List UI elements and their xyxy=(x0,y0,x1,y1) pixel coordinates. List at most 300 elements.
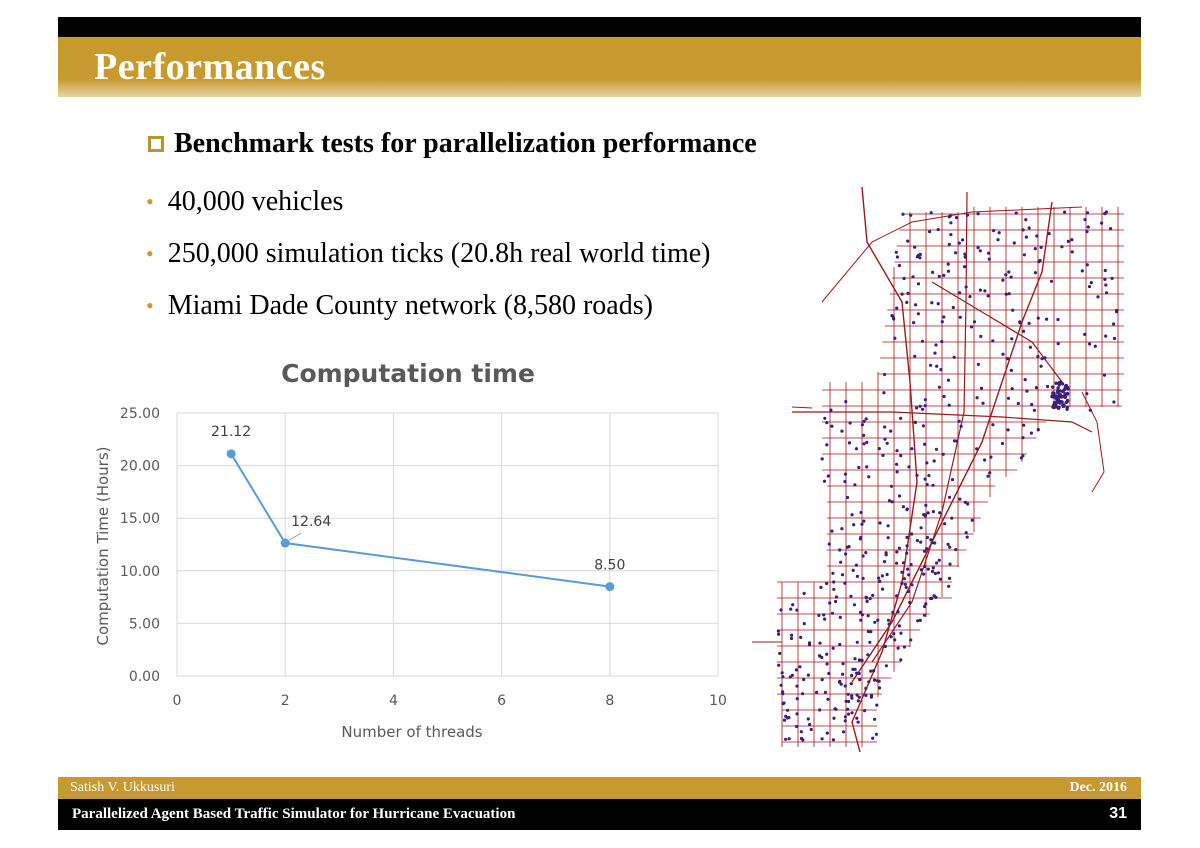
chart-series xyxy=(211,424,625,591)
network-node xyxy=(1040,365,1043,368)
network-node xyxy=(949,233,952,236)
network-node xyxy=(896,610,899,613)
network-node xyxy=(844,715,847,718)
network-node xyxy=(784,715,787,718)
network-node xyxy=(848,441,851,444)
network-node xyxy=(1085,392,1088,395)
network-node xyxy=(818,708,821,711)
network-node xyxy=(905,536,908,539)
network-node xyxy=(909,214,912,217)
network-node xyxy=(1034,247,1037,250)
footer-author: Satish V. Ukkusuri xyxy=(70,780,175,795)
network-node xyxy=(948,563,951,566)
network-node xyxy=(1066,392,1069,395)
network-node xyxy=(1057,342,1060,345)
network-node xyxy=(906,240,909,243)
network-node xyxy=(878,447,881,450)
network-node xyxy=(916,539,919,542)
network-node xyxy=(881,588,884,591)
network-node xyxy=(838,548,841,551)
network-node xyxy=(964,256,967,259)
network-node xyxy=(856,641,859,644)
network-node xyxy=(861,423,864,426)
network-node xyxy=(942,315,945,318)
network-node xyxy=(932,566,935,569)
network-node xyxy=(910,447,913,450)
network-node xyxy=(989,456,992,459)
network-node xyxy=(887,524,890,527)
network-node xyxy=(1087,225,1090,228)
network-node xyxy=(1011,309,1014,312)
network-node xyxy=(899,632,902,635)
network-node xyxy=(977,212,980,215)
network-node xyxy=(876,619,879,622)
network-node xyxy=(1030,432,1033,435)
network-node xyxy=(979,289,982,292)
network-node xyxy=(798,665,801,668)
network-node xyxy=(790,634,793,637)
network-node xyxy=(860,659,863,662)
network-node xyxy=(923,614,926,617)
network-node xyxy=(1005,293,1008,296)
network-node xyxy=(823,417,826,420)
network-node xyxy=(1070,238,1073,241)
network-node xyxy=(896,255,899,258)
network-node xyxy=(1028,226,1031,229)
network-node xyxy=(824,691,827,694)
network-node xyxy=(910,583,913,586)
network-node xyxy=(965,285,968,288)
network-node xyxy=(866,600,869,603)
network-node xyxy=(1006,357,1009,360)
network-node xyxy=(822,613,825,616)
network-node xyxy=(1086,211,1089,214)
network-node xyxy=(787,716,790,719)
data-label: 12.64 xyxy=(291,514,332,531)
network-node xyxy=(832,717,835,720)
network-node xyxy=(850,697,853,700)
network-node xyxy=(1057,406,1060,409)
network-node xyxy=(919,405,922,408)
network-node xyxy=(830,530,833,533)
network-node xyxy=(863,442,866,445)
network-node xyxy=(838,680,841,683)
network-node xyxy=(1035,386,1038,389)
network-node xyxy=(939,368,942,371)
network-node xyxy=(1045,318,1048,321)
network-node xyxy=(1090,281,1093,284)
network-node xyxy=(1083,218,1086,221)
network-node xyxy=(850,711,853,714)
network-node xyxy=(1115,309,1118,312)
network-node xyxy=(1062,405,1065,408)
network-node xyxy=(909,638,912,641)
data-label: 8.50 xyxy=(594,557,626,574)
network-node xyxy=(842,730,845,733)
network-node xyxy=(937,228,940,231)
network-node xyxy=(1037,317,1040,320)
network-node xyxy=(927,474,930,477)
network-node xyxy=(1029,346,1032,349)
network-node xyxy=(991,339,994,342)
bullet-item xyxy=(146,280,711,332)
network-node xyxy=(987,294,990,297)
network-node xyxy=(823,618,826,621)
network-node xyxy=(796,712,799,715)
network-node xyxy=(1025,390,1028,393)
network-node xyxy=(1056,386,1059,389)
network-node xyxy=(852,523,855,526)
network-node xyxy=(1001,442,1004,445)
network-node xyxy=(1036,355,1039,358)
network-node xyxy=(867,680,870,683)
major-road xyxy=(1082,392,1104,492)
network-node xyxy=(871,594,874,597)
network-node xyxy=(1035,234,1038,237)
network-node xyxy=(855,564,858,567)
network-node xyxy=(1022,424,1025,427)
network-node xyxy=(975,447,978,450)
network-node xyxy=(965,531,968,534)
network-node xyxy=(921,340,924,343)
data-point xyxy=(227,449,236,458)
network-node xyxy=(878,686,881,689)
network-node xyxy=(905,552,908,555)
network-node xyxy=(828,543,831,546)
network-node xyxy=(998,231,1001,234)
network-node xyxy=(890,635,893,638)
network-node xyxy=(844,552,847,555)
network-node xyxy=(888,623,891,626)
network-node xyxy=(961,238,964,241)
network-node xyxy=(1054,405,1057,408)
network-node xyxy=(788,737,791,740)
network-node xyxy=(947,263,950,266)
network-node xyxy=(898,264,901,267)
network-node xyxy=(925,461,928,464)
network-node xyxy=(932,510,935,513)
network-node xyxy=(1103,278,1106,281)
network-node xyxy=(855,447,858,450)
network-node xyxy=(907,465,910,468)
network-node xyxy=(1071,250,1074,253)
network-node xyxy=(873,718,876,721)
network-node xyxy=(1112,400,1115,403)
network-node xyxy=(829,409,832,412)
network-node xyxy=(958,242,961,245)
page-number: 31 xyxy=(1109,805,1127,822)
network-node xyxy=(803,622,806,625)
network-node xyxy=(832,647,835,650)
network-node xyxy=(885,551,888,554)
network-node xyxy=(895,594,898,597)
network-node xyxy=(859,611,862,614)
network-node xyxy=(1088,285,1091,288)
network-node xyxy=(898,624,901,627)
network-node xyxy=(826,662,829,665)
network-node xyxy=(1103,212,1106,215)
network-node xyxy=(897,647,900,650)
major-road xyxy=(792,407,812,408)
network-node xyxy=(846,708,849,711)
network-node xyxy=(948,496,951,499)
network-node xyxy=(847,713,850,716)
network-node xyxy=(795,725,798,728)
network-node xyxy=(844,719,847,722)
network-node xyxy=(1060,245,1063,248)
network-node xyxy=(916,255,919,258)
network-node xyxy=(810,728,813,731)
network-node xyxy=(840,683,843,686)
network-node xyxy=(954,251,957,254)
miami-dade-road-network-map xyxy=(752,182,1132,757)
network-node xyxy=(777,664,780,667)
network-node xyxy=(914,303,917,306)
network-node xyxy=(825,443,828,446)
network-node xyxy=(954,548,957,551)
network-node xyxy=(860,511,863,514)
network-node xyxy=(857,699,860,702)
network-node xyxy=(802,678,805,681)
computation-time-chart xyxy=(90,350,740,750)
network-node xyxy=(895,550,898,553)
network-node xyxy=(790,637,793,640)
network-node xyxy=(875,733,878,736)
network-node xyxy=(781,690,784,693)
network-node xyxy=(832,580,835,583)
network-node xyxy=(875,704,878,707)
network-node xyxy=(931,570,934,573)
y-tick-label: 5.00 xyxy=(128,616,160,633)
network-node xyxy=(912,321,915,324)
network-node xyxy=(891,611,894,614)
network-node xyxy=(831,572,834,575)
network-node xyxy=(1057,397,1060,400)
network-node xyxy=(782,701,785,704)
footer-subtitle: Parallelized Agent Based Traffic Simulator for Hurricane Evacuation xyxy=(72,806,516,822)
network-node xyxy=(858,672,861,675)
network-node xyxy=(964,501,967,504)
network-node xyxy=(919,619,922,622)
network-node xyxy=(1113,337,1116,340)
network-node xyxy=(889,430,892,433)
network-node xyxy=(905,301,908,304)
network-node xyxy=(942,453,945,456)
network-node xyxy=(948,404,951,407)
footer-gold-bar xyxy=(58,777,1141,799)
network-node xyxy=(924,478,927,481)
network-node xyxy=(781,675,784,678)
network-node xyxy=(891,500,894,503)
network-node xyxy=(914,421,917,424)
network-node xyxy=(861,613,864,616)
network-node xyxy=(878,680,881,683)
network-node xyxy=(1086,263,1089,266)
network-node xyxy=(1008,292,1011,295)
network-node xyxy=(1011,387,1014,390)
network-node xyxy=(927,568,930,571)
network-node xyxy=(951,478,954,481)
network-node xyxy=(840,430,843,433)
network-node xyxy=(849,595,852,598)
network-node xyxy=(865,465,868,468)
network-node xyxy=(991,423,994,426)
network-node xyxy=(934,572,937,575)
network-node xyxy=(869,597,872,600)
network-node xyxy=(908,601,911,604)
network-node xyxy=(867,630,870,633)
network-node xyxy=(924,398,927,401)
network-node xyxy=(777,630,780,633)
network-node xyxy=(901,213,904,216)
network-node xyxy=(938,275,941,278)
network-node xyxy=(958,420,961,423)
network-node xyxy=(947,543,950,546)
network-node xyxy=(887,536,890,539)
network-node xyxy=(826,698,829,701)
y-axis-label: Computation Time (Hours) xyxy=(94,446,112,646)
network-node xyxy=(947,585,950,588)
network-node xyxy=(839,561,842,564)
network-node xyxy=(904,583,907,586)
network-node xyxy=(832,738,835,741)
network-node xyxy=(825,582,828,585)
network-node xyxy=(921,408,924,411)
network-node xyxy=(933,352,936,355)
network-node xyxy=(781,671,784,674)
network-node xyxy=(1066,386,1069,389)
network-node xyxy=(953,439,956,442)
network-node xyxy=(926,536,929,539)
network-node xyxy=(970,325,973,328)
network-node xyxy=(844,400,847,403)
network-node xyxy=(905,586,908,589)
network-node xyxy=(1001,279,1004,282)
network-node xyxy=(933,459,936,462)
network-node xyxy=(863,420,866,423)
network-node xyxy=(1039,259,1042,262)
major-road xyxy=(822,207,1082,302)
network-node xyxy=(834,600,837,603)
network-node xyxy=(853,483,856,486)
network-node xyxy=(900,571,903,574)
series-line xyxy=(231,454,610,587)
network-node xyxy=(987,252,990,255)
network-node xyxy=(1058,393,1061,396)
network-node xyxy=(871,737,874,740)
bullet-item xyxy=(146,228,711,280)
y-tick-label: 20.00 xyxy=(119,458,160,475)
data-label-leader xyxy=(289,533,301,540)
network-node xyxy=(1067,240,1070,243)
network-node xyxy=(903,645,906,648)
network-node xyxy=(922,573,925,576)
network-node xyxy=(955,216,958,219)
network-node xyxy=(983,458,986,461)
x-tick-label: 0 xyxy=(172,693,182,709)
network-node xyxy=(855,717,858,720)
network-node xyxy=(960,425,963,428)
network-node xyxy=(839,616,842,619)
x-tick-label: 6 xyxy=(497,693,507,709)
network-node xyxy=(919,541,922,544)
network-node xyxy=(947,379,950,382)
network-node xyxy=(981,402,984,405)
network-node xyxy=(899,658,902,661)
network-node xyxy=(826,732,829,735)
network-node xyxy=(844,473,847,476)
network-node xyxy=(966,536,969,539)
bullet-dot-icon: • xyxy=(146,241,154,266)
network-node xyxy=(939,578,942,581)
network-node xyxy=(795,685,798,688)
network-node xyxy=(1001,353,1004,356)
network-node xyxy=(976,396,979,399)
network-node xyxy=(887,619,890,622)
network-node xyxy=(910,532,913,535)
slide-heading: Benchmark tests for parallelization performance xyxy=(174,128,757,159)
network-node xyxy=(988,471,991,474)
network-node xyxy=(996,238,999,241)
network-node xyxy=(931,271,934,274)
y-tick-label: 25.00 xyxy=(119,406,160,422)
network-node xyxy=(821,678,824,681)
network-node xyxy=(924,404,927,407)
network-node xyxy=(942,274,945,277)
network-node xyxy=(867,475,870,478)
network-node xyxy=(977,363,980,366)
network-node xyxy=(948,243,951,246)
network-node xyxy=(937,571,940,574)
network-node xyxy=(838,643,841,646)
network-node xyxy=(852,569,855,572)
network-node xyxy=(948,577,951,580)
network-node xyxy=(1088,342,1091,345)
network-node xyxy=(791,674,794,677)
network-node xyxy=(1021,454,1024,457)
network-node xyxy=(844,684,847,687)
network-node xyxy=(1083,333,1086,336)
network-node xyxy=(899,454,902,457)
network-node xyxy=(1085,230,1088,233)
network-node xyxy=(808,641,811,644)
network-node xyxy=(1034,271,1037,274)
footer-black-bar xyxy=(58,799,1141,830)
network-node xyxy=(1007,397,1010,400)
network-node xyxy=(907,590,910,593)
network-node xyxy=(789,608,792,611)
network-node xyxy=(817,614,820,617)
network-node xyxy=(938,559,941,562)
network-node xyxy=(853,657,856,660)
chart-title: Computation time xyxy=(281,359,535,388)
network-node xyxy=(930,597,933,600)
network-node xyxy=(923,550,926,553)
network-node xyxy=(834,708,837,711)
network-node xyxy=(1055,382,1058,385)
network-node xyxy=(843,480,846,483)
network-node xyxy=(930,301,933,304)
network-node xyxy=(898,547,901,550)
network-node xyxy=(823,480,826,483)
network-node xyxy=(924,504,927,507)
network-node xyxy=(898,494,901,497)
network-node xyxy=(883,425,886,428)
network-node xyxy=(857,721,860,724)
network-node xyxy=(1058,389,1061,392)
network-node xyxy=(778,652,781,655)
network-node xyxy=(1063,211,1066,214)
